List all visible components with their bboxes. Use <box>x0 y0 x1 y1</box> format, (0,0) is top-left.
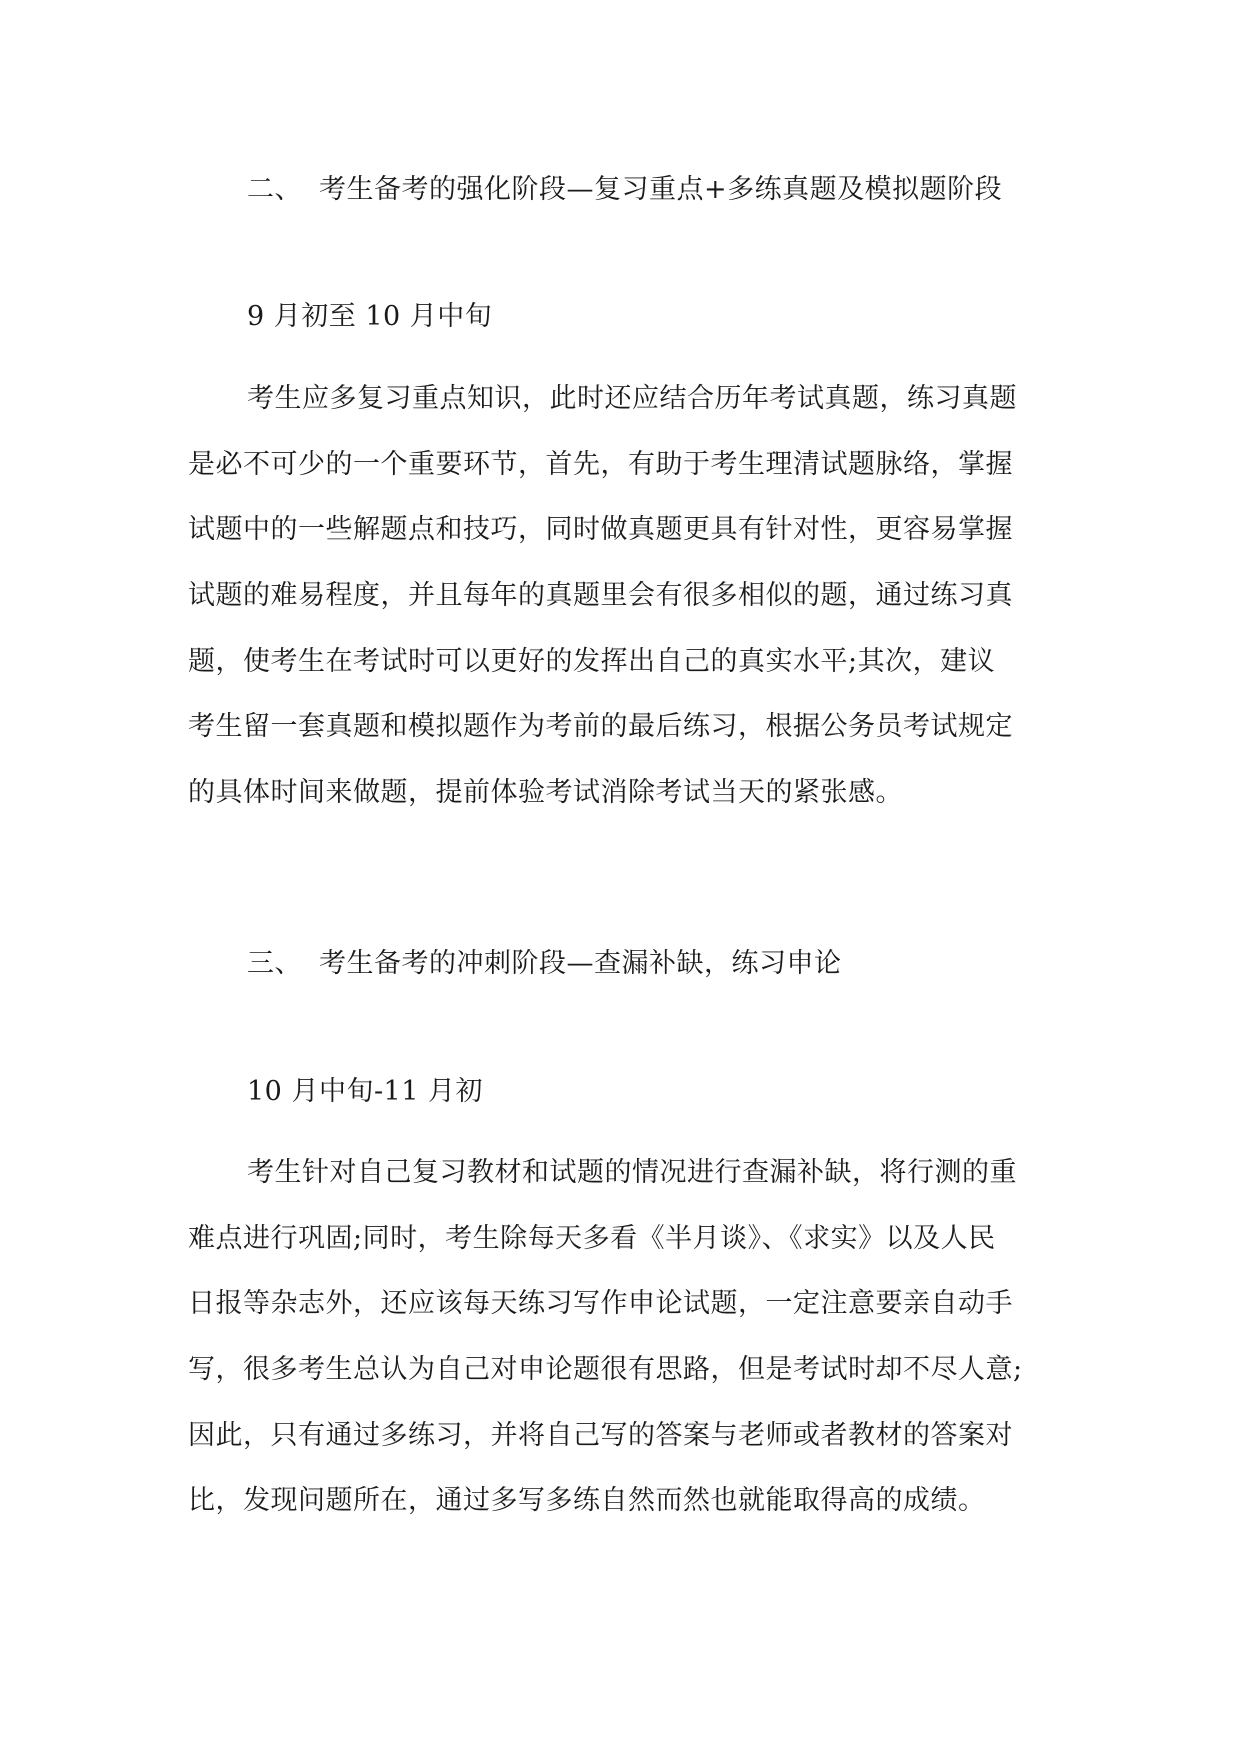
paragraph-line: 是必不可少的一个重要环节，首先，有助于考生理清试题脉络，掌握 <box>188 448 1013 480</box>
section-2-period: 9 月初至 10 月中旬 <box>247 301 493 332</box>
section-3-period: 10 月中旬-11 月初 <box>247 1076 484 1107</box>
section-3-number: 三、 <box>247 948 302 979</box>
section-2-paragraph <box>188 366 1058 826</box>
paragraph-line: 题，使考生在考试时可以更好的发挥出自己的真实水平;其次，建议 <box>188 645 996 677</box>
paragraph-line: 的具体时间来做题，提前体验考试消除考试当天的紧张感。 <box>188 777 903 809</box>
section-3-heading <box>247 941 1117 980</box>
paragraph-line: 比，发现问题所在，通过多写多练自然而然也就能取得高的成绩。 <box>188 1485 986 1517</box>
section-2-title: 考生备考的强化阶段—复习重点+多练真题及模拟题阶段 <box>319 174 1003 205</box>
section-3-paragraph <box>188 1140 1058 1534</box>
section-3-title: 考生备考的冲刺阶段—查漏补缺，练习申论 <box>319 948 842 979</box>
paragraph-line: 日报等杂志外，还应该每天练习写作申论试题，一定注意要亲自动手 <box>188 1288 1013 1320</box>
paragraph-line: 试题的难易程度，并且每年的真题里会有很多相似的题，通过练习真 <box>188 580 1013 612</box>
paragraph-line: 考生留一套真题和模拟题作为考前的最后练习，根据公务员考试规定 <box>188 711 1013 743</box>
section-2-heading <box>247 167 1117 206</box>
paragraph-line: 考生针对自己复习教材和试题的情况进行查漏补缺，将行测的重 <box>247 1157 1017 1188</box>
paragraph-line: 难点进行巩固;同时，考生除每天多看《半月谈》、《求实》以及人民 <box>188 1222 996 1254</box>
paragraph-line: 因此，只有通过多练习，并将自己写的答案与老师或者教材的答案对 <box>188 1419 1013 1451</box>
paragraph-line: 试题中的一些解题点和技巧，同时做真题更具有针对性，更容易掌握 <box>188 514 1013 546</box>
paragraph-line: 写，很多考生总认为自己对申论题很有思路，但是考试时却不尽人意; <box>188 1354 1023 1386</box>
section-2-number: 二、 <box>247 174 302 205</box>
paragraph-line: 考生应多复习重点知识，此时还应结合历年考试真题，练习真题 <box>247 383 1017 414</box>
